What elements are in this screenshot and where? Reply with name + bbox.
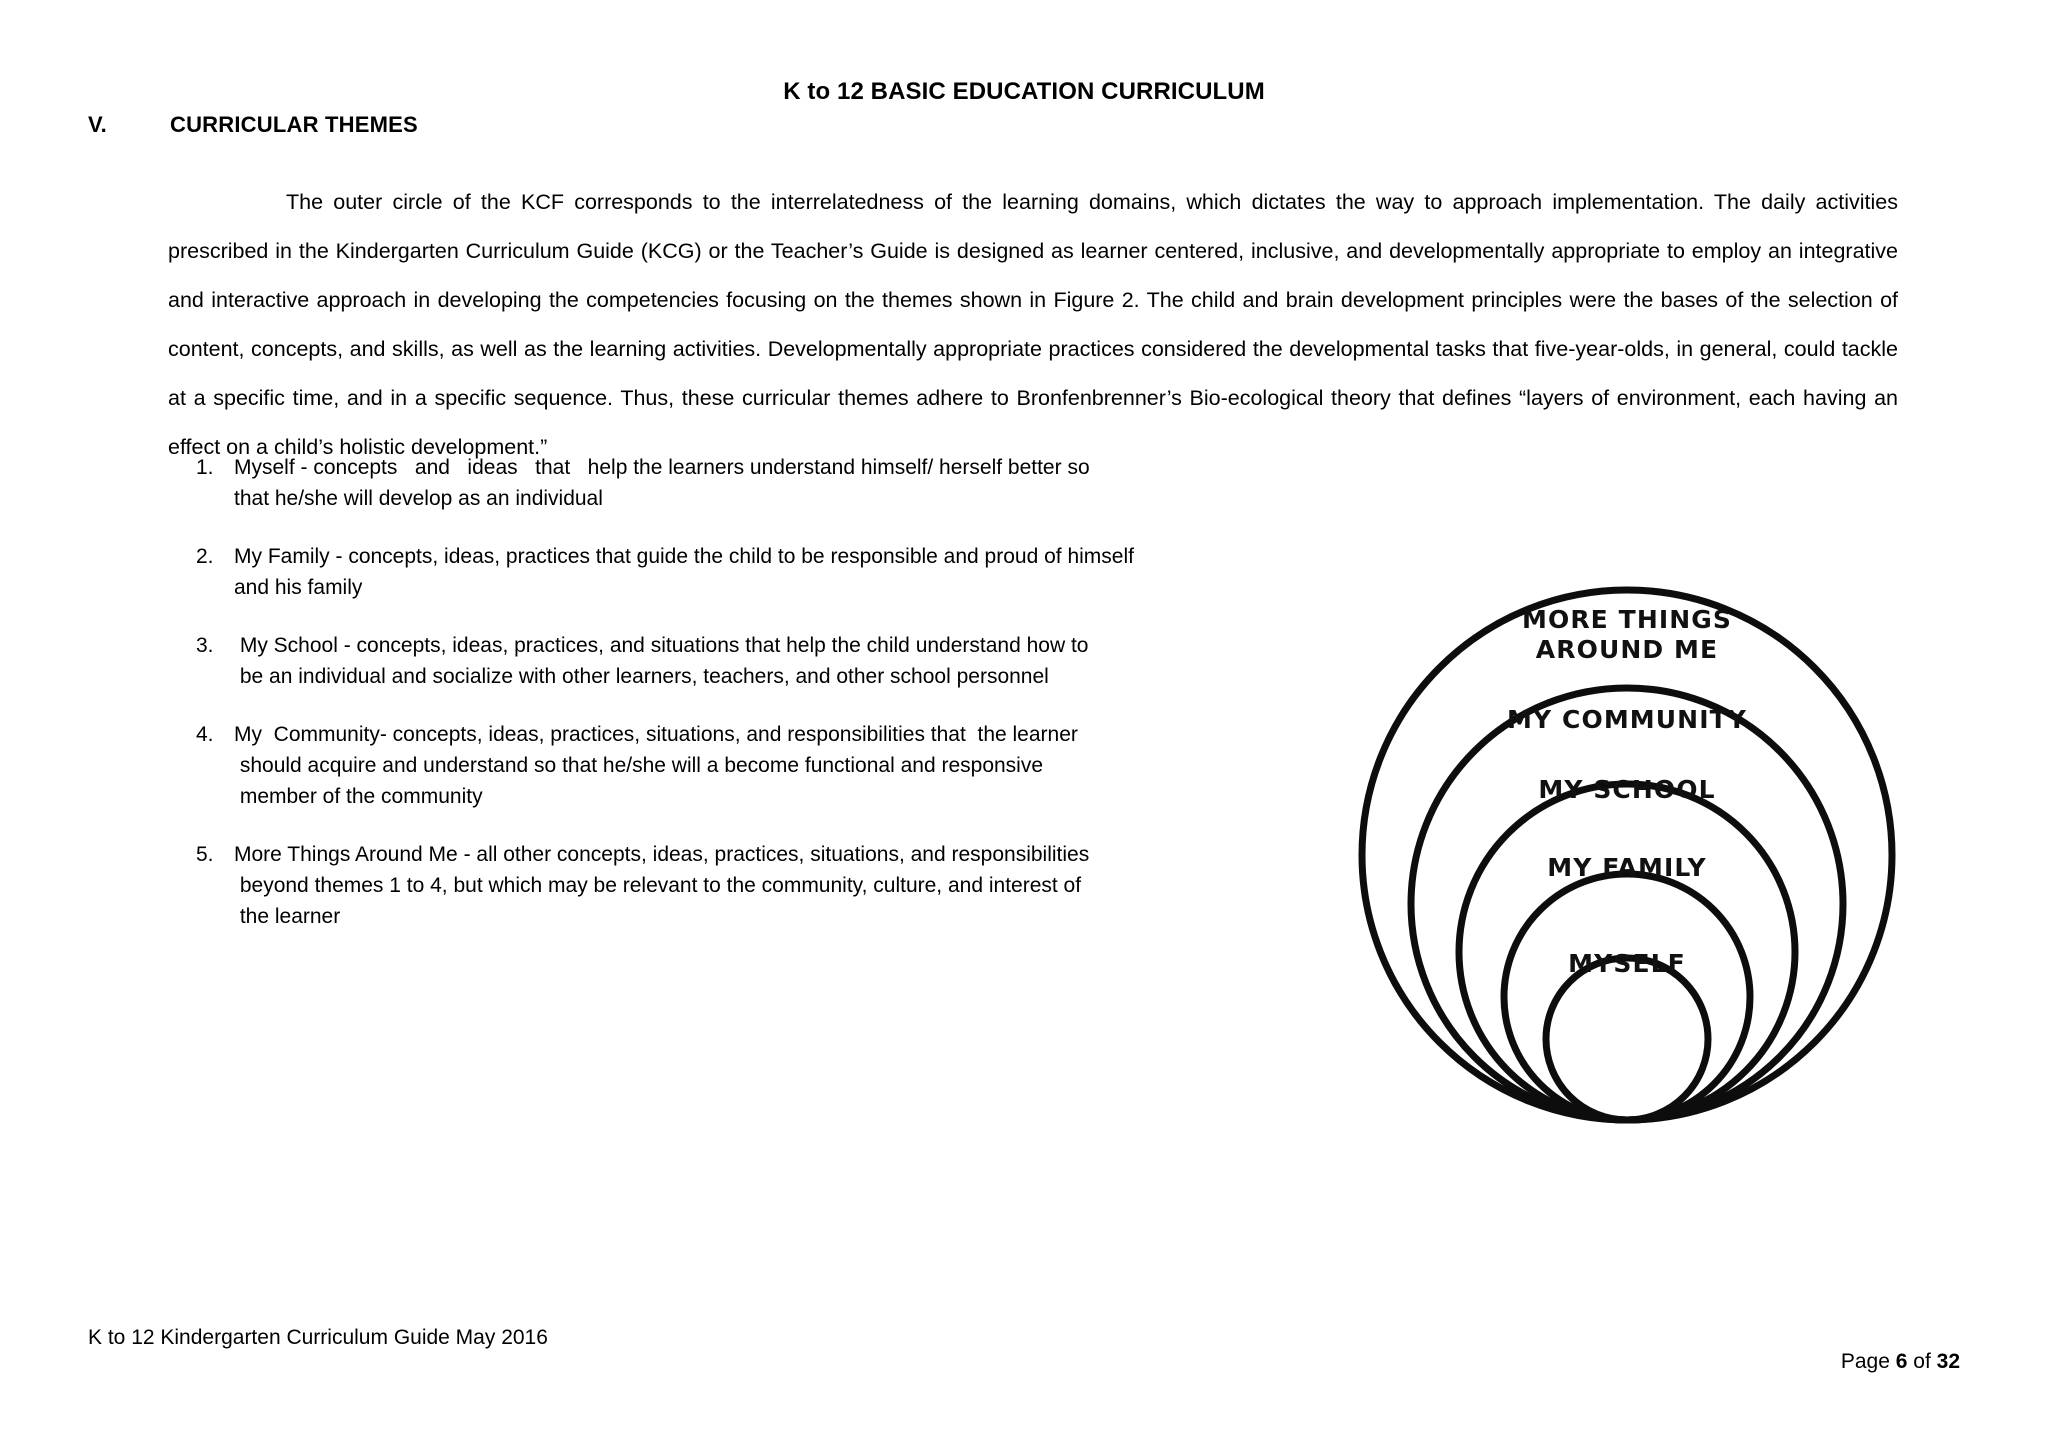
section-heading xyxy=(88,112,418,138)
document-footer xyxy=(88,1326,1960,1398)
ring-myself xyxy=(1546,958,1708,1120)
theme-item-line: should acquire and understand so that he/she will a become functional and responsive xyxy=(234,754,1044,777)
theme-item-text xyxy=(234,541,1306,603)
page-middle: of xyxy=(1907,1350,1937,1373)
theme-list-item xyxy=(196,839,1306,932)
theme-item-line: the learner xyxy=(234,905,341,928)
theme-item-line: be an individual and socialize with other learners, teachers, and other school personnel xyxy=(234,665,1049,688)
theme-item-line: and his family xyxy=(234,576,363,599)
page-total: 32 xyxy=(1936,1350,1960,1373)
page-current: 6 xyxy=(1895,1350,1908,1373)
theme-item-text xyxy=(234,719,1306,812)
theme-item-line: member of the community xyxy=(234,785,483,808)
ring-label-around-me: AROUND ME xyxy=(1535,635,1719,664)
page-prefix: Page xyxy=(1840,1350,1896,1373)
document-header xyxy=(0,78,2048,106)
nested-circles-figure xyxy=(1355,580,1900,1125)
curricular-themes-list xyxy=(196,452,1306,959)
theme-list-item xyxy=(196,452,1306,514)
theme-item-line: that he/she will develop as an individual xyxy=(234,487,603,510)
body-paragraph-block xyxy=(168,178,1898,472)
ring-label-my-community: MY COMMUNITY xyxy=(1507,705,1747,734)
section-title: CURRICULAR THEMES xyxy=(170,112,418,137)
theme-item-line: My School - concepts, ideas, practices, and situations that help the child understand how to xyxy=(234,634,1089,657)
theme-item-marker: 2. xyxy=(196,545,214,568)
theme-item-line: beyond themes 1 to 4, but which may be relevant to the community, culture, and interest of xyxy=(234,874,1082,897)
theme-item-marker: 1. xyxy=(196,456,214,479)
intro-paragraph: The outer circle of the KCF corresponds to the interrelatedness of the learning domains, which dictates the way to approach implementation. The daily activities prescribed in the Kindergarten Curriculum Guide (KCG) or the Teacher’s Guide is designed as learner centered, inclusive, and developmentally appropriate to employ an integrative and interactive approach in developing the competencies focusing on the themes shown in Figure 2. The child and brain development principles were the bases of the selection of content, concepts, and skills, as well as the learning activities. Developmentally appropriate practices considered the developmental tasks that five-year-olds, in general, could tackle at a specific time, and in a specific sequence. Thus, these curricular themes adhere to Bronfenbrenner’s Bio-ecological theory that defines “layers of environment, each having an effect on a child’s holistic development.” xyxy=(168,190,1898,459)
theme-item-line: My Family - concepts, ideas, practices that guide the child to be responsible and proud of himself xyxy=(234,545,1134,568)
theme-item-line: Myself - concepts and ideas that help the learners understand himself/ herself better so xyxy=(234,456,1090,479)
theme-item-line: More Things Around Me - all other concepts, ideas, practices, situations, and responsibilities xyxy=(234,843,1090,866)
ring-label-my-family: MY FAMILY xyxy=(1547,853,1707,882)
theme-item-marker: 5. xyxy=(196,843,214,866)
document-title: K to 12 BASIC EDUCATION CURRICULUM xyxy=(783,78,1265,105)
ring-label-my-school: MY SCHOOL xyxy=(1538,775,1716,804)
footer-page-number xyxy=(1806,1326,1960,1398)
ring-my-family xyxy=(1504,874,1750,1120)
footer-left-text: K to 12 Kindergarten Curriculum Guide May 2016 xyxy=(88,1326,548,1349)
theme-item-marker: 4. xyxy=(196,723,214,746)
theme-list-item xyxy=(196,719,1306,812)
theme-item-marker: 3. xyxy=(196,634,214,657)
section-numeral: V. xyxy=(88,112,107,137)
theme-item-line: My Community- concepts, ideas, practices, situations, and responsibilities that the learner xyxy=(234,723,1078,746)
theme-item-text xyxy=(234,452,1306,514)
theme-list-item xyxy=(196,630,1306,692)
theme-list-item xyxy=(196,541,1306,603)
ring-label-more-things: MORE THINGS xyxy=(1522,605,1732,634)
ring-label-myself: MYSELF xyxy=(1568,949,1686,978)
ring-my-community xyxy=(1411,688,1843,1120)
theme-item-text xyxy=(234,839,1306,932)
theme-item-text xyxy=(234,630,1306,692)
